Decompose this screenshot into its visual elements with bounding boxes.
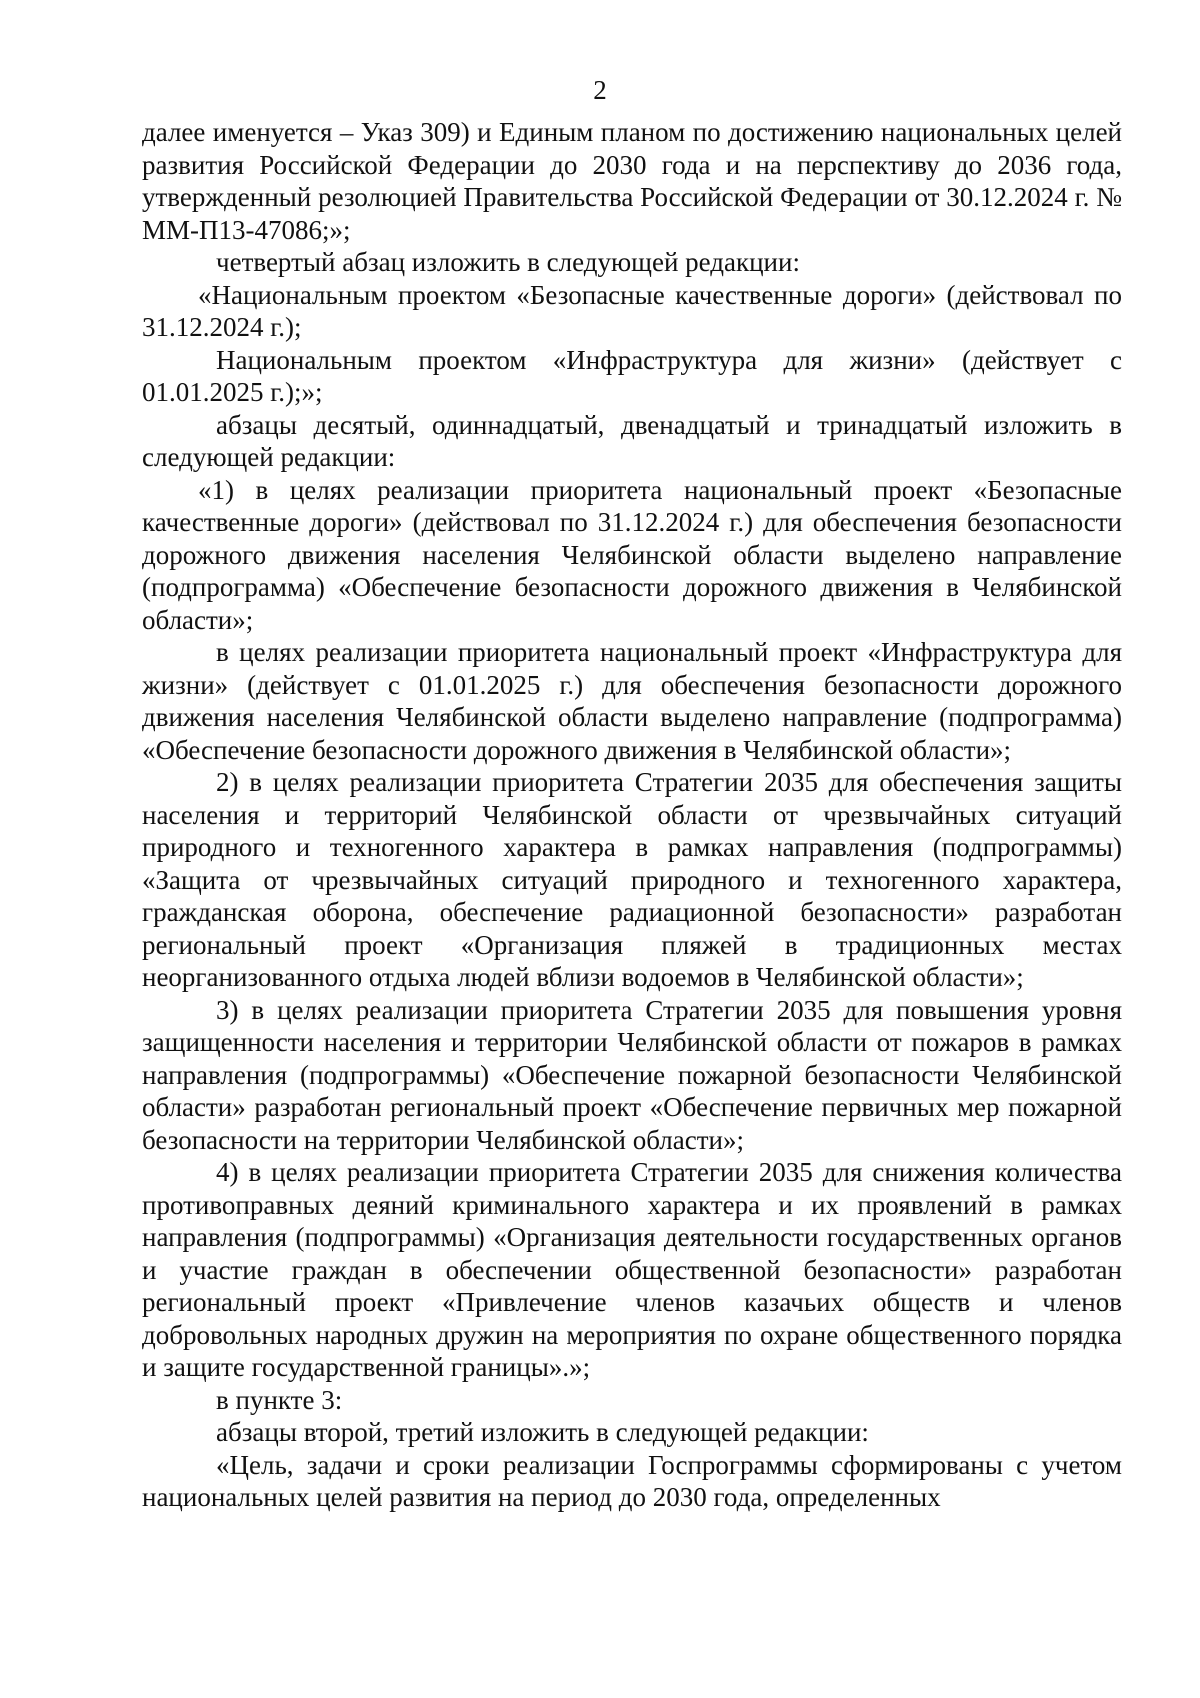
paragraph: Национальным проектом «Инфраструктура для жизни» (действует с 01.01.2025 г.);»; xyxy=(142,344,1122,407)
paragraph: четвертый абзац изложить в следующей редакции: xyxy=(216,247,800,277)
document-body xyxy=(142,116,1122,1514)
paragraph: 2) в целях реализации приоритета Стратегии 2035 для обеспечения защиты населения и территорий Челябинской области от чрезвычайных ситуаций природного и техногенного характера в рамках направления (подпрограммы) «Защита от чрезвычайных ситуаций природного и техногенного характера, гражданская оборона, обеспечение радиационной безопасности» разработан региональный проект «Организация пляжей в традиционных местах неорганизованного отдыха людей вблизи водоемов в Челябинской области»; xyxy=(142,767,1122,992)
paragraph: в пункте 3: xyxy=(216,1384,343,1415)
paragraph: далее именуется – Указ 309) и Единым планом по достижению национальных целей развития Российской Федерации до 2030 года и на перспективу до 2036 года, утвержденный резолюцией Правительства Российской Федерации от 30.12.2024 г. № ММ-П13-47086;»; xyxy=(142,117,1122,245)
paragraph: в целях реализации приоритета национальный проект «Инфраструктура для жизни» (действует с 01.01.2025 г.) для обеспечения безопасности дорожного движения населения Челябинской области выделено направление (подпрограмма) «Обеспечение безопасности дорожного движения в Челябинской области»; xyxy=(142,637,1122,765)
page-number: 2 xyxy=(593,75,607,105)
paragraph: 4) в целях реализации приоритета Стратегии 2035 для снижения количества противоправных деяний криминального характера и их проявлений в рамках направления (подпрограммы) «Организация деятельности государственных органов и участие граждан в обеспечении общественной безопасности» разработан региональный проект «Привлечение членов казачьих обществ и членов добровольных народных дружин на мероприятия по охране общественного порядка и защите государственной границы».»; xyxy=(142,1157,1122,1382)
paragraph: абзацы второй, третий изложить в следующей редакции: xyxy=(216,1417,869,1447)
paragraph: «Цель, задачи и сроки реализации Госпрограммы сформированы с учетом национальных целей развития на период до 2030 года, определенных xyxy=(142,1449,1122,1512)
paragraph: 3) в целях реализации приоритета Стратегии 2035 для повышения уровня защищенности населения и территории Челябинской области от пожаров в рамках направления (подпрограммы) «Обеспечение пожарной безопасности Челябинской области» разработан региональный проект «Обеспечение первичных мер пожарной безопасности на территории Челябинской области»; xyxy=(142,994,1122,1155)
paragraph: абзацы десятый, одиннадцатый, двенадцатый и тринадцатый изложить в следующей редакции: xyxy=(142,409,1122,472)
paragraph: «1) в целях реализации приоритета национальный проект «Безопасные качественные дороги» (действовал по 31.12.2024 г.) для обеспечения безопасности дорожного движения населения Челябинской области выделено направление (подпрограмма) «Обеспечение безопасности дорожного движения в Челябинской области»; xyxy=(142,474,1122,635)
paragraph: «Национальным проектом «Безопасные качественные дороги» (действовал по 31.12.2024 г.); xyxy=(142,279,1122,342)
